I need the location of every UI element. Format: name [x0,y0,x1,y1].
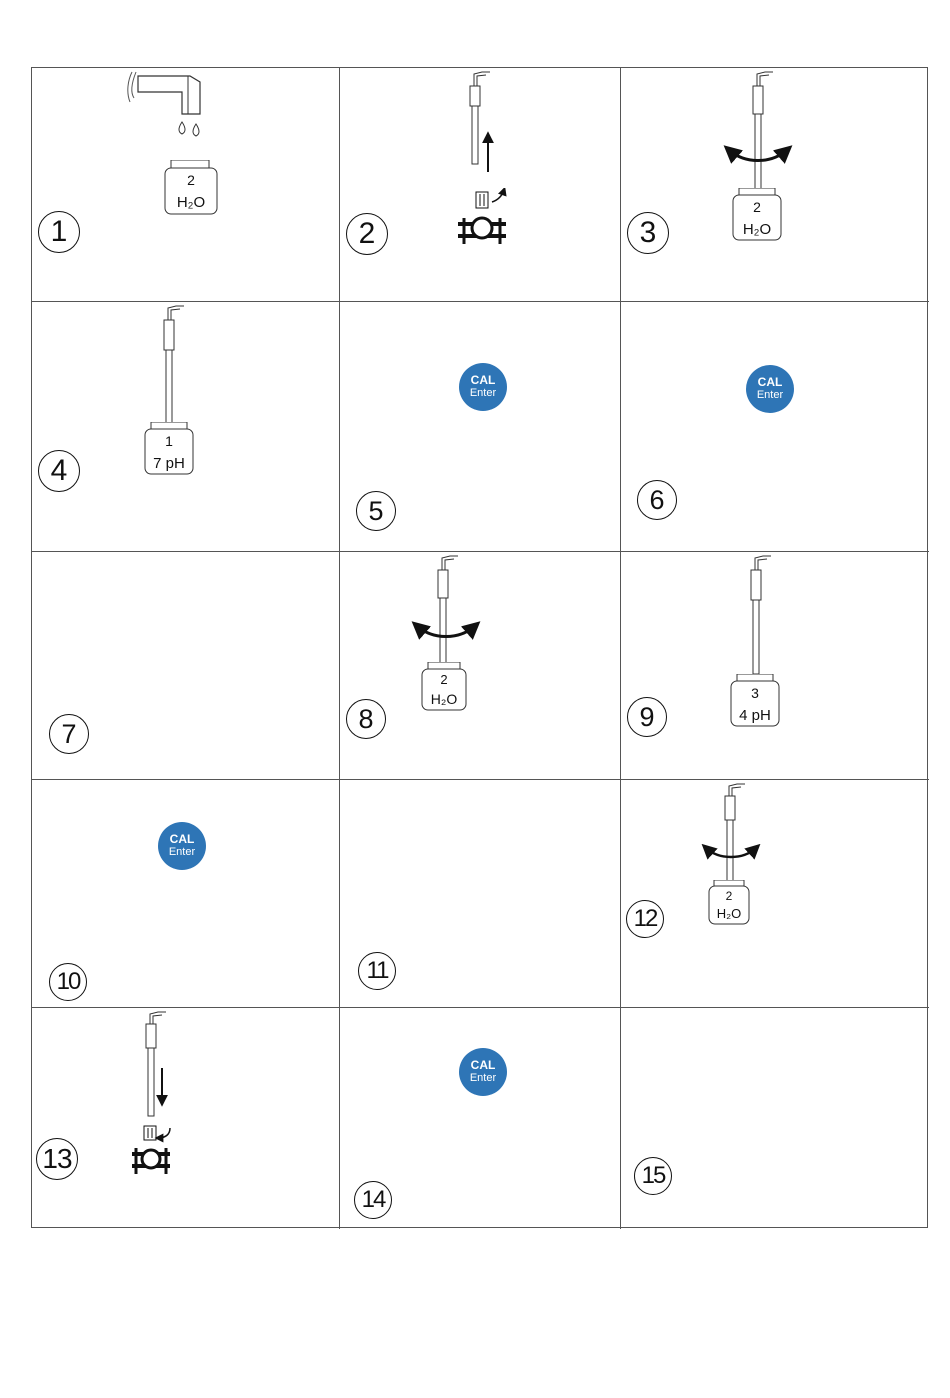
cal-button-label: CAL [470,1058,496,1072]
enter-button-label: Enter [469,1072,497,1084]
step-number-12: 12 [626,900,664,938]
step-cell-5 [340,302,621,552]
svg-text:3: 3 [751,685,759,701]
instruction-grid [31,67,928,1228]
cal-enter-button[interactable] [746,365,794,413]
enter-button-label: Enter [469,387,497,399]
step-cell-13 [32,1008,340,1229]
step-cell-14 [340,1008,621,1229]
step-cell-3 [621,68,929,302]
cal-button-label: CAL [470,373,496,387]
enter-button-label: Enter [168,846,196,858]
ph-probe-icon [719,780,759,884]
step-cell-2 [340,68,621,302]
swirl-arrows-icon [411,618,481,644]
step-cell-4 [32,302,340,552]
step-number-11: 11 [358,952,396,990]
swirl-arrows-icon [723,142,793,168]
svg-text:H₂O: H₂O [430,691,458,707]
step-cell-8 [340,552,621,780]
svg-text:H₂O: H₂O [176,194,206,211]
svg-text:7 pH: 7 pH [153,455,185,472]
step-cell-12 [621,780,929,1008]
step-number-14: 14 [354,1181,392,1219]
cal-enter-button[interactable] [459,1048,507,1096]
ph-probe-icon [432,552,472,666]
ph-probe-icon [747,68,787,192]
bottle-water [731,188,783,242]
svg-text:2: 2 [725,889,733,903]
step-cell-10 [32,780,340,1008]
cal-enter-button[interactable] [158,822,206,870]
step-number-5: 5 [356,491,396,531]
cal-button-label: CAL [169,832,195,846]
step-number-4: 4 [38,450,80,492]
step-number-8: 8 [346,699,386,739]
step-number-15: 15 [634,1157,672,1195]
svg-text:2: 2 [440,672,448,687]
bottle-buffer-4 [729,674,781,728]
svg-text:4 pH: 4 pH [739,707,771,724]
step-number-10: 10 [49,963,87,1001]
enter-button-label: Enter [756,389,784,401]
step-cell-1 [32,68,340,302]
bottle-buffer-7 [143,422,195,476]
step-number-3: 3 [627,212,669,254]
bottle-water [707,880,751,926]
arrow-down-icon [154,1066,170,1110]
step-number-6: 6 [637,480,677,520]
step-cell-7 [32,552,340,780]
arrow-up-icon [480,130,496,174]
step-number-1: 1 [38,211,80,253]
probe-holder-icon [454,188,510,248]
step-number-2: 2 [346,213,388,255]
step-number-7: 7 [49,714,89,754]
step-cell-9 [621,552,929,780]
step-number-13: 13 [36,1138,78,1180]
ph-probe-icon [745,552,785,676]
bottle-water [163,160,219,216]
step-cell-11 [340,780,621,1008]
cal-enter-button[interactable] [459,363,507,411]
svg-text:2: 2 [187,172,195,188]
svg-text:1: 1 [165,433,173,449]
ph-probe-icon [158,302,198,426]
step-number-9: 9 [627,697,667,737]
bottle-water [420,662,468,712]
probe-holder-icon [130,1124,178,1180]
step-cell-15 [621,1008,929,1229]
cal-button-label: CAL [757,375,783,389]
svg-text:2: 2 [753,199,761,215]
step-cell-6 [621,302,929,552]
swirl-arrows-icon [701,842,761,864]
faucet-icon [126,68,206,148]
svg-text:H₂O: H₂O [716,906,742,921]
svg-text:H₂O: H₂O [742,221,772,238]
